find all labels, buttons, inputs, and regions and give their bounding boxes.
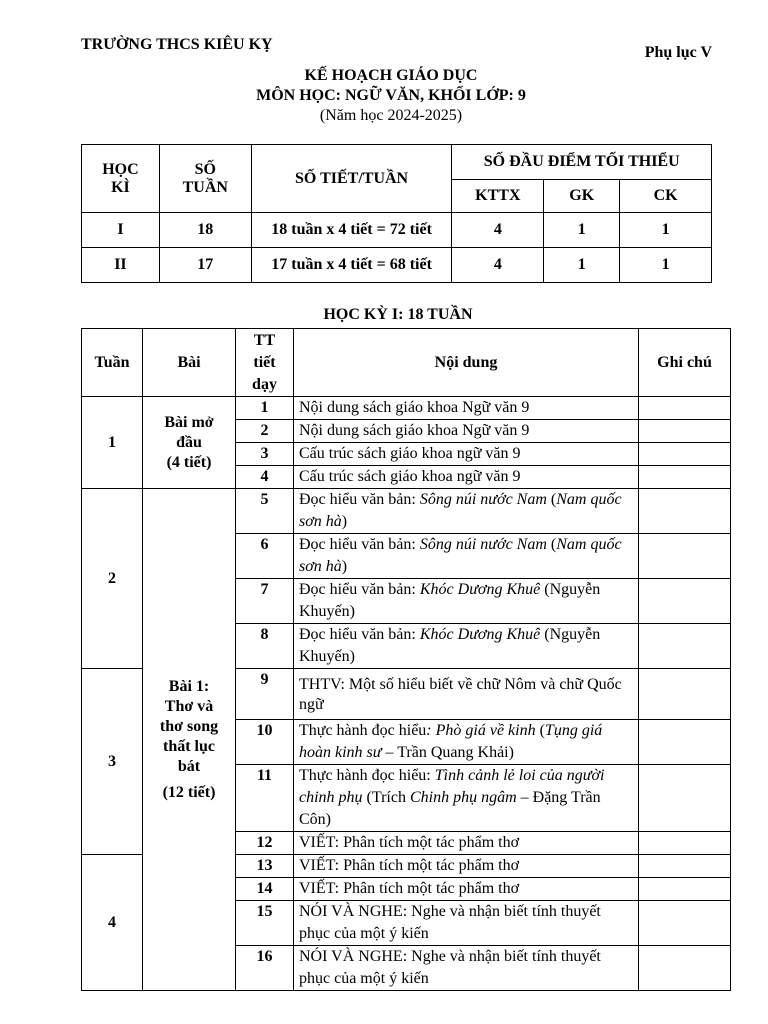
lesson-bai1-l3: thơ song xyxy=(159,717,219,735)
note-cell xyxy=(639,534,731,579)
note-cell xyxy=(639,855,731,878)
note-cell xyxy=(639,443,731,466)
summary-header-weeks-l2: TUẦN xyxy=(182,178,228,196)
section-title: HỌC KỲ I: 18 TUẦN xyxy=(323,306,473,323)
content-text: Đọc hiểu văn bản: xyxy=(299,536,420,553)
summary-header-weeks-l1: SỐ xyxy=(194,160,216,178)
plan-header-row xyxy=(82,329,731,397)
lesson-bai1-l5: bát xyxy=(177,757,201,775)
lesson-bai1-l6: (12 tiết) xyxy=(162,783,216,801)
period-number: 7 xyxy=(236,579,294,624)
summary-term: II xyxy=(82,248,160,283)
summary-ck: 1 xyxy=(620,213,712,248)
lesson-cell-intro xyxy=(143,397,236,489)
content-text: Đọc hiểu văn bản: xyxy=(299,626,420,643)
summary-header-min-scores: SỐ ĐẦU ĐIỂM TỐI THIỂU xyxy=(452,145,712,180)
summary-header-periods: SỐ TIẾT/TUẦN xyxy=(251,145,452,213)
period-number: 1 xyxy=(236,397,294,420)
school-name: TRƯỜNG THCS KIÊU KỴ xyxy=(81,36,273,53)
plan-header-lesson: Bài xyxy=(143,329,236,397)
plan-header-content: Nội dung xyxy=(294,329,639,397)
lesson-bai1-l4: thất lục xyxy=(163,737,215,755)
period-number: 11 xyxy=(236,765,294,832)
content-text: ) xyxy=(341,513,348,530)
summary-gk: 1 xyxy=(544,248,620,283)
content-text: (Trích xyxy=(362,789,410,806)
period-number: 5 xyxy=(236,489,294,534)
content-work-title: Tình cảnh lẻ loi của người chinh phụ xyxy=(299,767,605,806)
content-work-title: Khóc Dương Khuê xyxy=(419,581,541,598)
note-cell xyxy=(639,420,731,443)
note-cell xyxy=(639,624,731,669)
content-text: – Đặng Trần Côn) xyxy=(299,789,601,828)
note-cell xyxy=(639,579,731,624)
period-content: VIẾT: Phân tích một tác phẩm thơ xyxy=(294,878,639,901)
period-number: 12 xyxy=(236,832,294,855)
period-content: VIẾT: Phân tích một tác phẩm thơ xyxy=(294,832,639,855)
summary-row xyxy=(82,213,712,248)
period-content: Nội dung sách giáo khoa Ngữ văn 9 xyxy=(294,420,639,443)
period-number: 15 xyxy=(236,901,294,946)
week-cell: 4 xyxy=(82,855,143,991)
note-cell xyxy=(639,832,731,855)
doc-title: KẾ HOẠCH GIÁO DỤC xyxy=(304,67,478,84)
lesson-cell-bai1 xyxy=(143,489,236,991)
period-number: 4 xyxy=(236,466,294,489)
note-cell xyxy=(639,669,731,720)
summary-header-term-l1: HỌC xyxy=(102,160,139,178)
note-cell xyxy=(639,466,731,489)
content-text: (Nguyễn Khuyến) xyxy=(299,626,601,665)
period-number: 10 xyxy=(236,720,294,765)
week-cell: 3 xyxy=(82,669,143,855)
content-work-title: Chinh phụ ngâm xyxy=(409,789,517,806)
period-number: 13 xyxy=(236,855,294,878)
plan-header-tt xyxy=(236,329,294,397)
note-cell xyxy=(639,901,731,946)
table-row xyxy=(82,489,731,534)
plan-header-week: Tuần xyxy=(82,329,143,397)
summary-periods: 17 tuần x 4 tiết = 68 tiết xyxy=(251,248,452,283)
content-work-title: Nam quốc sơn hà xyxy=(299,536,622,575)
appendix-label: Phụ lục V xyxy=(644,44,712,61)
period-content: VIẾT: Phân tích một tác phẩm thơ xyxy=(294,855,639,878)
summary-header-weeks xyxy=(159,145,251,213)
note-cell xyxy=(639,765,731,832)
summary-header-term-l2: KÌ xyxy=(111,178,130,196)
content-text: – Trần Quang Khải) xyxy=(381,744,514,761)
content-text: Đọc hiểu văn bản: xyxy=(299,581,420,598)
period-number: 9 xyxy=(236,669,294,720)
summary-header-gk: GK xyxy=(544,180,620,213)
summary-weeks: 17 xyxy=(159,248,251,283)
content-text: ( xyxy=(546,491,557,508)
lesson-intro-l1: Bài mở xyxy=(164,413,214,431)
content-work-title: Sông núi nước Nam xyxy=(419,536,547,553)
lesson-bai1-l2: Thơ và xyxy=(164,697,214,715)
period-content: THTV: Một số hiểu biết về chữ Nôm và chữ Quốc ngữ xyxy=(294,669,639,720)
content-text: ) xyxy=(341,558,348,575)
period-number: 3 xyxy=(236,443,294,466)
period-number: 2 xyxy=(236,420,294,443)
lesson-bai1-l1: Bài 1: xyxy=(168,677,210,695)
summary-kttx: 4 xyxy=(452,213,544,248)
summary-row xyxy=(82,248,712,283)
period-content xyxy=(294,624,639,669)
plan-header-note: Ghi chú xyxy=(639,329,731,397)
content-work-title: Khóc Dương Khuê xyxy=(419,626,541,643)
table-row xyxy=(82,397,731,420)
week-cell: 1 xyxy=(82,397,143,489)
content-text: Thực hành đọc hiểu xyxy=(299,722,427,739)
school-year: (Năm học 2024-2025) xyxy=(319,107,463,124)
summary-kttx: 4 xyxy=(452,248,544,283)
lesson-intro-l3: (4 tiết) xyxy=(166,453,212,471)
summary-weeks: 18 xyxy=(159,213,251,248)
title-block xyxy=(0,66,768,126)
period-number: 6 xyxy=(236,534,294,579)
content-work-title: Sông núi nước Nam xyxy=(419,491,547,508)
summary-header-term xyxy=(82,145,160,213)
content-text: Thực hành đọc hiểu: xyxy=(299,767,435,784)
period-number: 8 xyxy=(236,624,294,669)
week-cell: 2 xyxy=(82,489,143,669)
note-cell xyxy=(639,878,731,901)
period-content xyxy=(294,489,639,534)
period-number: 16 xyxy=(236,946,294,991)
note-cell xyxy=(639,946,731,991)
content-text: Đọc hiểu văn bản: xyxy=(299,491,420,508)
content-work-title: : Phò giá về kinh xyxy=(426,722,536,739)
period-content: NÓI VÀ NGHE: Nghe và nhận biết tính thuyết phục của một ý kiến xyxy=(294,946,639,991)
period-content: NÓI VÀ NGHE: Nghe và nhận biết tính thuyết phục của một ý kiến xyxy=(294,901,639,946)
doc-subtitle: MÔN HỌC: NGỮ VĂN, KHỐI LỚP: 9 xyxy=(256,87,526,104)
summary-gk: 1 xyxy=(544,213,620,248)
content-text: (Nguyễn Khuyến) xyxy=(299,581,601,620)
summary-header-kttx: KTTX xyxy=(452,180,544,213)
content-text: ( xyxy=(546,536,557,553)
period-content xyxy=(294,579,639,624)
period-content: Nội dung sách giáo khoa Ngữ văn 9 xyxy=(294,397,639,420)
summary-table xyxy=(81,144,712,283)
lesson-intro-l2: đầu xyxy=(176,433,202,451)
note-cell xyxy=(639,720,731,765)
summary-term: I xyxy=(82,213,160,248)
content-text: ( xyxy=(535,722,545,739)
summary-header-ck: CK xyxy=(620,180,712,213)
plan-table xyxy=(81,328,731,991)
summary-periods: 18 tuần x 4 tiết = 72 tiết xyxy=(251,213,452,248)
note-cell xyxy=(639,489,731,534)
plan-header-tt-l1: TT xyxy=(253,331,276,349)
plan-header-tt-l3: dạy xyxy=(252,375,277,393)
period-content xyxy=(294,534,639,579)
note-cell xyxy=(639,397,731,420)
period-content: Cấu trúc sách giáo khoa ngữ văn 9 xyxy=(294,443,639,466)
period-number: 14 xyxy=(236,878,294,901)
period-content: Cấu trúc sách giáo khoa ngữ văn 9 xyxy=(294,466,639,489)
content-work-title: Tụng giá hoàn kinh sư xyxy=(299,722,603,761)
plan-header-tt-l2: tiết xyxy=(253,353,276,371)
period-content xyxy=(294,720,639,765)
content-work-title: Nam quốc sơn hà xyxy=(299,491,622,530)
period-content xyxy=(294,765,639,832)
summary-ck: 1 xyxy=(620,248,712,283)
